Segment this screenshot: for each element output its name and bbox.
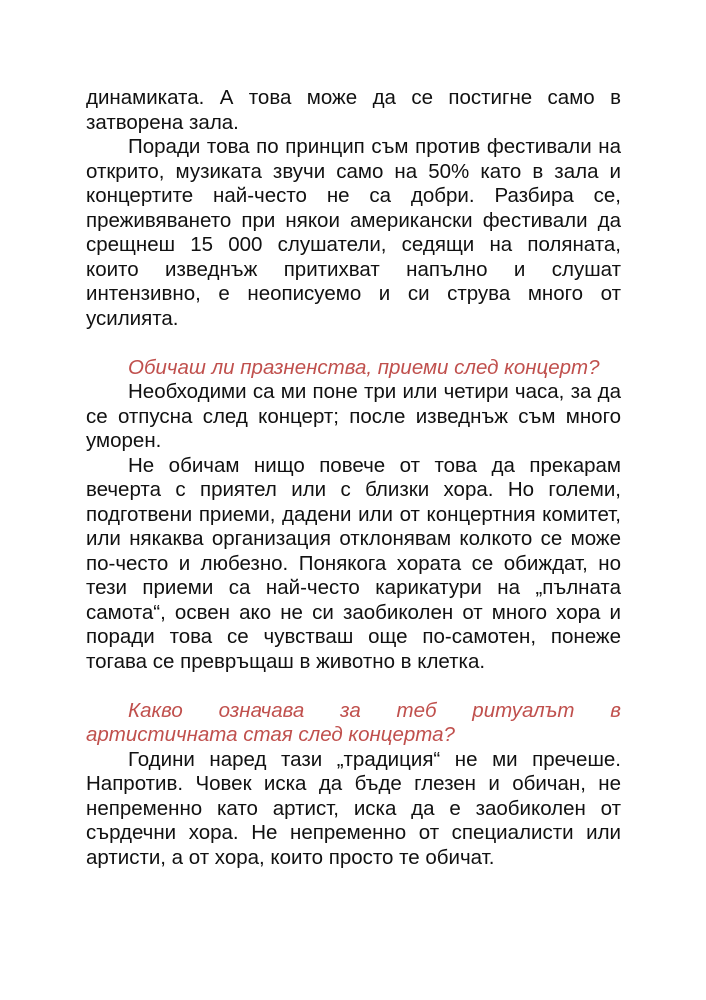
paragraph-open-air-festivals: Поради това по принцип съм против фестивали на открито, музиката звучи само на 50% като в зала и концертите най-често не са добри. Разбира се, преживяването при някои американски фестивали да срещнеш 15 000 слушатели, седящи на поляната, които изведнъж притихват напълно и слушат интензивно, е неописуемо и си струва много от усилията.: [86, 135, 621, 330]
paragraph-rest-after-concert: Необходими са ми поне три или четири часа, за да се отпусна след концерт; после изведнъж съм много уморен.: [86, 380, 621, 452]
interview-question-receptions: Обичаш ли празненства, приеми след концерт?: [128, 355, 600, 379]
document-page: [86, 86, 621, 870]
interview-question-green-room: Какво означава за теб ритуалът в артистичната стая след концерта?: [86, 698, 621, 746]
paragraph-continued: динамиката. А това може да се постигне само в затворена зала.: [86, 86, 621, 134]
paragraph-tradition: Години наред тази „традиция“ не ми пречеше. Напротив. Човек иска да бъде глезен и обичан, не непременно като артист, иска да е заобиколен от сърдечни хора. Не непременно от специалисти или артисти, а от хора, които просто те обичат.: [86, 747, 621, 869]
paragraph-receptions: Не обичам нищо повече от това да прекарам вечерта с приятел или с близки хора. Но големи, подготвени приеми, дадени или от концертния комитет, или някаква организация отклонявам колкото се може по-често и любезно. Понякога хората се обиждат, но тези приеми са най-често карикатури на „пълната самота“, освен ако не си заобиколен от много хора и поради това се чувстваш още по-самотен, понеже тогава се превръщаш в животно в клетка.: [86, 453, 621, 673]
